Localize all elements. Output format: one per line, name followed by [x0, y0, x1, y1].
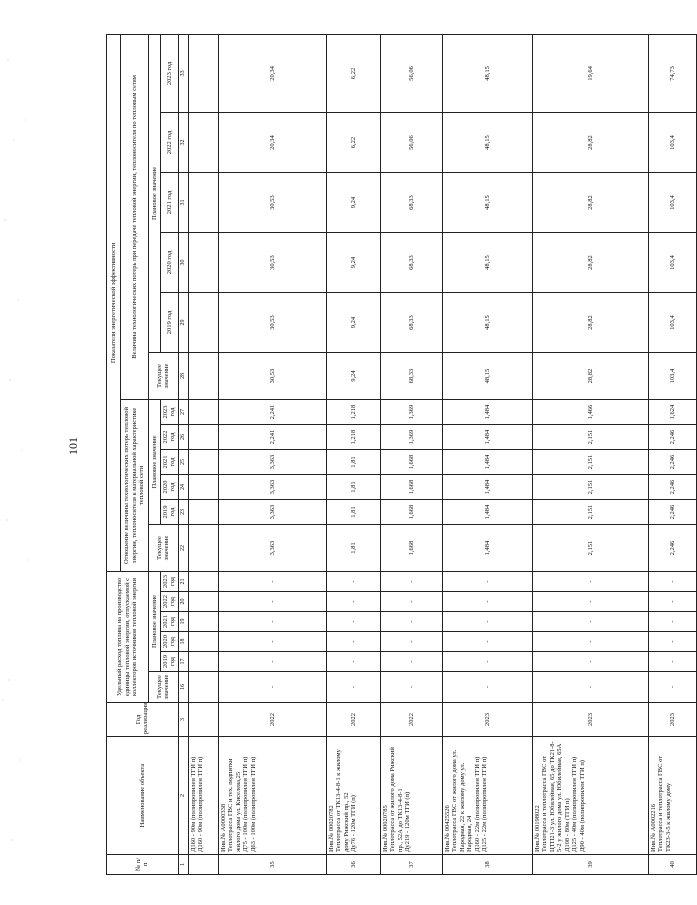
- value-cell: 2,151: [532, 450, 648, 475]
- header-current-ratio: Текущее значение: [149, 525, 179, 572]
- value-cell: 1,668: [380, 500, 442, 525]
- value-cell: -: [442, 612, 532, 632]
- value-cell: 56,06: [380, 34, 442, 112]
- value-cell: 103,4: [648, 293, 696, 353]
- value-cell: 20,34: [218, 34, 326, 112]
- value-cell: -: [326, 652, 380, 672]
- value-cell: 68,33: [380, 293, 442, 353]
- value-cell: 68,33: [380, 353, 442, 400]
- value-cell: [188, 572, 218, 592]
- column-number: 20: [178, 592, 188, 612]
- row-number: 40: [648, 855, 696, 875]
- header-current-fuel: Текущее значение: [149, 672, 179, 703]
- value-cell: -: [532, 612, 648, 632]
- header-planned-ratio: Плановое значение: [149, 400, 161, 525]
- value-cell: 2,151: [532, 525, 648, 572]
- value-cell: 2,246: [648, 525, 696, 572]
- value-cell: -: [442, 672, 532, 703]
- table-row: [442, 34, 532, 874]
- value-cell: 2,151: [532, 425, 648, 450]
- value-cell: -: [648, 672, 696, 703]
- value-cell: -: [380, 652, 442, 672]
- implementation-year: 2022: [380, 703, 442, 737]
- value-cell: 3,363: [218, 525, 326, 572]
- value-cell: -: [532, 592, 648, 612]
- object-name: Инв.№ А0000338 Теплотрасса ГВС и тех. подпитки жилого дома ул. Киселева,25 Д75 - 100м (полипропилен ТГИ п) Д63 - 100м (полипропилен ТГИ п): [218, 737, 326, 855]
- value-cell: [188, 500, 218, 525]
- value-cell: [188, 632, 218, 652]
- table-body: [178, 34, 696, 874]
- value-cell: 2,151: [532, 500, 648, 525]
- value-cell: 1,668: [380, 475, 442, 500]
- value-cell: 30,53: [218, 353, 326, 400]
- value-cell: -: [218, 672, 326, 703]
- value-cell: 1,369: [380, 400, 442, 425]
- value-cell: 48,15: [442, 173, 532, 233]
- header-group-efficiency: Показатели энергетической эффективности: [107, 34, 121, 571]
- header-year-losses-0: 2019 год: [161, 293, 179, 353]
- value-cell: 1,668: [380, 525, 442, 572]
- value-cell: [188, 525, 218, 572]
- value-cell: 3,363: [218, 475, 326, 500]
- column-number: 1: [178, 855, 188, 875]
- value-cell: -: [380, 592, 442, 612]
- header-year-losses-2: 2021 год: [161, 173, 179, 233]
- value-cell: 1,484: [442, 475, 532, 500]
- header-year-fuel-3: 2022 год: [161, 592, 179, 612]
- header-num: № п/п: [107, 855, 179, 875]
- value-cell: -: [380, 632, 442, 652]
- column-number: 29: [178, 293, 188, 353]
- column-number-row: [178, 34, 188, 874]
- value-cell: 30,53: [218, 293, 326, 353]
- column-number: 24: [178, 475, 188, 500]
- implementation-year: 2023: [532, 703, 648, 737]
- rotated-table-container: [106, 35, 676, 875]
- value-cell: -: [648, 612, 696, 632]
- value-cell: -: [326, 592, 380, 612]
- row-number: [188, 855, 218, 875]
- value-cell: 1,466: [532, 400, 648, 425]
- value-cell: -: [326, 632, 380, 652]
- value-cell: [188, 173, 218, 233]
- table-row: [326, 34, 380, 874]
- column-number: 31: [178, 173, 188, 233]
- value-cell: 103,4: [648, 353, 696, 400]
- header-group-losses: Величина технологических потерь при передаче тепловой энергии, теплоносителя по тепловым сетям: [121, 34, 149, 399]
- header-group-losses-ratio: Отношение величины технологических потерь тепловой энергии, теплоносителя к материальной характеристике тепловой сети: [121, 400, 149, 572]
- header-year-ratio-4: 2023 год: [161, 400, 179, 425]
- value-cell: 1,624: [648, 400, 696, 425]
- value-cell: -: [648, 572, 696, 592]
- value-cell: -: [218, 632, 326, 652]
- value-cell: 48,15: [442, 233, 532, 293]
- value-cell: 3,363: [218, 500, 326, 525]
- value-cell: [188, 293, 218, 353]
- value-cell: [188, 450, 218, 475]
- value-cell: 2,246: [648, 475, 696, 500]
- header-year-fuel-0: 2019 год: [161, 652, 179, 672]
- value-cell: 9,24: [326, 173, 380, 233]
- value-cell: -: [648, 632, 696, 652]
- value-cell: 103,4: [648, 233, 696, 293]
- column-number: 18: [178, 632, 188, 652]
- column-number: 25: [178, 450, 188, 475]
- column-number: 27: [178, 400, 188, 425]
- value-cell: 2,246: [648, 425, 696, 450]
- header-year-ratio-2: 2021 год: [161, 450, 179, 475]
- column-number: 32: [178, 113, 188, 173]
- implementation-year: [188, 703, 218, 737]
- value-cell: [188, 652, 218, 672]
- value-cell: [188, 592, 218, 612]
- column-number: 26: [178, 425, 188, 450]
- value-cell: [188, 353, 218, 400]
- table-row: [532, 34, 648, 874]
- efficiency-table: [106, 34, 697, 875]
- value-cell: 68,33: [380, 173, 442, 233]
- object-name: Инв.№ 00020785 Теплотрасса от жилого дома Рижский пр., 52А до ТК13-4-8-1 Ду219 - 120м ТГИ (п): [380, 737, 442, 855]
- value-cell: 1,484: [442, 500, 532, 525]
- column-number: 21: [178, 572, 188, 592]
- table-row: [380, 34, 442, 874]
- value-cell: -: [326, 572, 380, 592]
- value-cell: 48,15: [442, 34, 532, 112]
- value-cell: -: [532, 652, 648, 672]
- value-cell: -: [380, 672, 442, 703]
- column-number: 16: [178, 672, 188, 703]
- value-cell: [188, 233, 218, 293]
- table-row: [188, 34, 218, 874]
- value-cell: 19,64: [532, 34, 648, 112]
- value-cell: 48,15: [442, 353, 532, 400]
- value-cell: -: [218, 592, 326, 612]
- row-number: 35: [218, 855, 326, 875]
- row-number: 39: [532, 855, 648, 875]
- value-cell: -: [648, 592, 696, 612]
- implementation-year: 2023: [442, 703, 532, 737]
- value-cell: -: [532, 632, 648, 652]
- value-cell: -: [218, 612, 326, 632]
- value-cell: 30,53: [218, 173, 326, 233]
- column-number: 22: [178, 525, 188, 572]
- value-cell: 1,484: [442, 425, 532, 450]
- value-cell: -: [380, 612, 442, 632]
- row-number: 36: [326, 855, 380, 875]
- column-number: 3: [178, 703, 188, 737]
- header-group-fuel: Удельный расход топлива на производство единицы тепловой энергии, отпускаемой с коллекторов источников тепловой энергии: [107, 572, 149, 703]
- value-cell: 3,363: [218, 450, 326, 475]
- object-name: Инв.№ А0002216 Теплотрасса и теплотрасса ГВС от ТК23-3-5 к жилому дому: [648, 737, 696, 855]
- value-cell: -: [326, 612, 380, 632]
- column-number: 23: [178, 500, 188, 525]
- value-cell: 1,218: [326, 400, 380, 425]
- page-number: 101: [66, 437, 80, 455]
- value-cell: 48,15: [442, 113, 532, 173]
- implementation-year: 2022: [218, 703, 326, 737]
- column-number: 28: [178, 353, 188, 400]
- value-cell: 1,218: [326, 425, 380, 450]
- column-number: 30: [178, 233, 188, 293]
- value-cell: 9,24: [326, 233, 380, 293]
- value-cell: [188, 400, 218, 425]
- column-number: 17: [178, 652, 188, 672]
- value-cell: 2,151: [532, 475, 648, 500]
- value-cell: 6,22: [326, 113, 380, 173]
- value-cell: 1,81: [326, 500, 380, 525]
- value-cell: [188, 612, 218, 632]
- header-year-losses-3: 2022 год: [161, 113, 179, 173]
- value-cell: [188, 425, 218, 450]
- row-number: 37: [380, 855, 442, 875]
- scan-margin-noise: [0, 0, 60, 905]
- value-cell: -: [648, 652, 696, 672]
- value-cell: -: [380, 572, 442, 592]
- value-cell: 9,24: [326, 353, 380, 400]
- column-number: 19: [178, 612, 188, 632]
- value-cell: 20,34: [218, 113, 326, 173]
- value-cell: 9,24: [326, 293, 380, 353]
- table-row: [648, 34, 696, 874]
- value-cell: 1,81: [326, 450, 380, 475]
- value-cell: 1,668: [380, 450, 442, 475]
- value-cell: 56,06: [380, 113, 442, 173]
- value-cell: -: [442, 592, 532, 612]
- value-cell: [188, 34, 218, 112]
- header-planned-losses: Плановое значение: [149, 34, 161, 352]
- header-current-losses: Текущее значение: [149, 353, 179, 400]
- value-cell: [188, 475, 218, 500]
- value-cell: 103,4: [648, 173, 696, 233]
- value-cell: [188, 113, 218, 173]
- value-cell: -: [442, 652, 532, 672]
- column-number: 2: [178, 737, 188, 855]
- value-cell: 6,22: [326, 34, 380, 112]
- implementation-year: 2022: [326, 703, 380, 737]
- value-cell: 1,484: [442, 400, 532, 425]
- value-cell: 2,246: [648, 500, 696, 525]
- value-cell: -: [218, 652, 326, 672]
- value-cell: 68,33: [380, 233, 442, 293]
- header-year-ratio-1: 2020 год: [161, 475, 179, 500]
- value-cell: -: [532, 572, 648, 592]
- implementation-year: 2023: [648, 703, 696, 737]
- row-number: 38: [442, 855, 532, 875]
- value-cell: 28,82: [532, 233, 648, 293]
- value-cell: 74,73: [648, 34, 696, 112]
- column-number: 33: [178, 34, 188, 112]
- value-cell: -: [442, 632, 532, 652]
- value-cell: 1,369: [380, 425, 442, 450]
- header-year-losses-1: 2020 год: [161, 233, 179, 293]
- header-year-ratio-3: 2022 год: [161, 425, 179, 450]
- value-cell: 28,82: [532, 293, 648, 353]
- value-cell: 1,81: [326, 525, 380, 572]
- value-cell: -: [218, 572, 326, 592]
- value-cell: 1,484: [442, 450, 532, 475]
- value-cell: -: [326, 672, 380, 703]
- value-cell: 2,246: [648, 450, 696, 475]
- table-row: [218, 34, 326, 874]
- header-year-fuel-1: 2020 год: [161, 632, 179, 652]
- value-cell: 103,4: [648, 113, 696, 173]
- header-year: Год реализации: [107, 703, 179, 737]
- value-cell: 28,82: [532, 353, 648, 400]
- value-cell: 1,81: [326, 475, 380, 500]
- header-year-losses-4: 2023 год: [161, 34, 179, 112]
- object-name: Инв.№ 00020782 Теплотрасса от ТК13-4-8-1 к жилому дому Рижский пр., 52 Ду76 - 120м ТГИ (п): [326, 737, 380, 855]
- header-year-ratio-0: 2019 год: [161, 500, 179, 525]
- value-cell: 30,53: [218, 233, 326, 293]
- value-cell: [188, 672, 218, 703]
- value-cell: 28,82: [532, 173, 648, 233]
- value-cell: 2,241: [218, 425, 326, 450]
- header-year-fuel-4: 2023 год: [161, 572, 179, 592]
- value-cell: -: [532, 672, 648, 703]
- value-cell: 28,82: [532, 113, 648, 173]
- object-name: Инв.№ 00198022 Теплотрасса и теплотрасса ГВС от ЦТП21-3 ул. Юбилейная, 65 до ТК21-8-5-2 у жилого дома ул. Юбилейная, 65А Д108 - 80м (ТГИ п) Д125 - 40м (полипропилен ТГИ п) Д90 - 40м (полипропилен ТГИ п): [532, 737, 648, 855]
- value-cell: 2,241: [218, 400, 326, 425]
- header-planned-fuel: Плановое значение: [149, 572, 161, 672]
- object-name: Д160 - 90м (полипропилен ТГИ п) Д160 - 90м (полипропилен ТГИ п): [188, 737, 218, 855]
- value-cell: 1,484: [442, 525, 532, 572]
- header-year-fuel-2: 2021 год: [161, 612, 179, 632]
- value-cell: 48,15: [442, 293, 532, 353]
- object-name: Инв.№ 00425526 Теплотрасса ГВС от жилого дома ул. Народная, 22 к жилому дому ул. Народная, 24 Д160 - 22м (полипропилен ТГИ п) Д125 - 22м (полипропилен ТГИ п): [442, 737, 532, 855]
- header-name: Наименование объекта: [107, 737, 179, 855]
- value-cell: -: [442, 572, 532, 592]
